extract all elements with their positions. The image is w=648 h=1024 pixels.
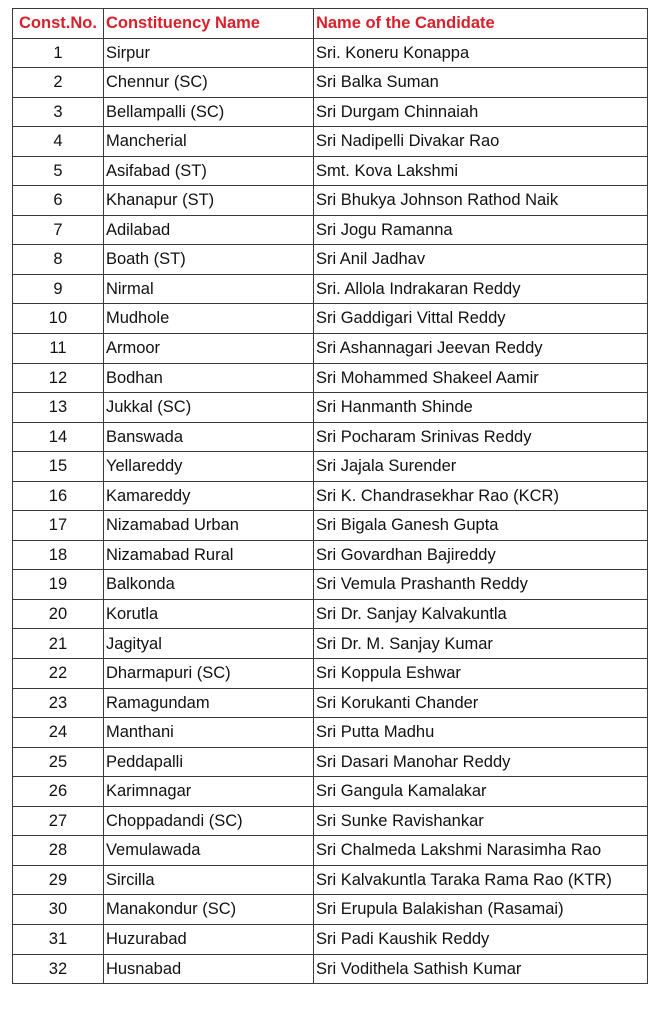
const-no-cell: 24 [13,718,104,748]
header-constituency-name: Constituency Name [103,9,313,39]
table-row [13,156,648,186]
table-row [13,954,648,984]
table-row [13,688,648,718]
const-no-cell: 22 [13,659,104,689]
header-const-no: Const.No. [13,9,104,39]
candidate-cell: Smt. Kova Lakshmi [313,156,647,186]
constituency-cell: Choppadandi (SC) [103,806,313,836]
table-row [13,481,648,511]
const-no-cell: 16 [13,481,104,511]
constituency-cell: Kamareddy [103,481,313,511]
table-row [13,718,648,748]
constituency-cell: Huzurabad [103,924,313,954]
constituency-cell: Husnabad [103,954,313,984]
const-no-cell: 8 [13,245,104,275]
candidate-cell: Sri Gangula Kamalakar [313,777,647,807]
const-no-cell: 23 [13,688,104,718]
constituency-cell: Korutla [103,599,313,629]
candidate-cell: Sri. Allola Indrakaran Reddy [313,274,647,304]
candidate-cell: Sri Bhukya Johnson Rathod Naik [313,186,647,216]
constituency-cell: Balkonda [103,570,313,600]
candidate-cell: Sri Bigala Ganesh Gupta [313,511,647,541]
table-row [13,186,648,216]
const-no-cell: 6 [13,186,104,216]
const-no-cell: 31 [13,924,104,954]
table-row [13,629,648,659]
table-row [13,511,648,541]
table-row [13,97,648,127]
table-row [13,393,648,423]
candidate-cell: Sri K. Chandrasekhar Rao (KCR) [313,481,647,511]
const-no-cell: 32 [13,954,104,984]
table-row [13,452,648,482]
candidate-cell: Sri Jogu Ramanna [313,215,647,245]
table-row [13,836,648,866]
constituency-cell: Vemulawada [103,836,313,866]
constituency-cell: Mudhole [103,304,313,334]
constituency-cell: Sircilla [103,865,313,895]
candidate-cell: Sri Dr. M. Sanjay Kumar [313,629,647,659]
table-row [13,68,648,98]
const-no-cell: 12 [13,363,104,393]
candidate-cell: Sri Sunke Ravishankar [313,806,647,836]
candidate-cell: Sri Dr. Sanjay Kalvakuntla [313,599,647,629]
candidate-cell: Sri Dasari Manohar Reddy [313,747,647,777]
candidate-cell: Sri Putta Madhu [313,718,647,748]
table-row [13,215,648,245]
candidate-cell: Sri Balka Suman [313,68,647,98]
constituency-cell: Nizamabad Urban [103,511,313,541]
const-no-cell: 7 [13,215,104,245]
const-no-cell: 29 [13,865,104,895]
constituency-cell: Armoor [103,334,313,364]
table-row [13,304,648,334]
const-no-cell: 9 [13,274,104,304]
const-no-cell: 28 [13,836,104,866]
header-row [13,9,648,39]
constituency-cell: Peddapalli [103,747,313,777]
candidate-cell: Sri Erupula Balakishan (Rasamai) [313,895,647,925]
const-no-cell: 20 [13,599,104,629]
const-no-cell: 4 [13,127,104,157]
constituency-cell: Ramagundam [103,688,313,718]
table-row [13,38,648,68]
const-no-cell: 21 [13,629,104,659]
const-no-cell: 26 [13,777,104,807]
constituency-cell: Boath (ST) [103,245,313,275]
candidate-cell: Sri Pocharam Srinivas Reddy [313,422,647,452]
constituency-cell: Nizamabad Rural [103,540,313,570]
candidate-cell: Sri Govardhan Bajireddy [313,540,647,570]
candidate-cell: Sri Kalvakuntla Taraka Rama Rao (KTR) [313,865,647,895]
constituency-cell: Asifabad (ST) [103,156,313,186]
table-body [13,38,648,984]
const-no-cell: 19 [13,570,104,600]
candidate-cell: Sri Anil Jadhav [313,245,647,275]
candidate-cell: Sri. Koneru Konappa [313,38,647,68]
constituency-cell: Nirmal [103,274,313,304]
constituency-cell: Adilabad [103,215,313,245]
constituency-cell: Khanapur (ST) [103,186,313,216]
candidate-cell: Sri Padi Kaushik Reddy [313,924,647,954]
const-no-cell: 18 [13,540,104,570]
constituency-cell: Bodhan [103,363,313,393]
table-row [13,895,648,925]
candidate-cell: Sri Jajala Surender [313,452,647,482]
constituency-cell: Manthani [103,718,313,748]
constituency-cell: Jagityal [103,629,313,659]
constituency-cell: Mancherial [103,127,313,157]
const-no-cell: 3 [13,97,104,127]
const-no-cell: 2 [13,68,104,98]
candidate-cell: Sri Koppula Eshwar [313,659,647,689]
candidate-cell: Sri Gaddigari Vittal Reddy [313,304,647,334]
candidate-cell: Sri Vodithela Sathish Kumar [313,954,647,984]
candidate-cell: Sri Korukanti Chander [313,688,647,718]
table-row [13,599,648,629]
table-row [13,806,648,836]
const-no-cell: 5 [13,156,104,186]
candidate-cell: Sri Nadipelli Divakar Rao [313,127,647,157]
table-row [13,127,648,157]
header-candidate-name: Name of the Candidate [313,9,647,39]
const-no-cell: 30 [13,895,104,925]
const-no-cell: 11 [13,334,104,364]
table-row [13,422,648,452]
table-row [13,245,648,275]
candidate-cell: Sri Durgam Chinnaiah [313,97,647,127]
const-no-cell: 13 [13,393,104,423]
const-no-cell: 25 [13,747,104,777]
table-row [13,659,648,689]
table-row [13,540,648,570]
constituency-cell: Banswada [103,422,313,452]
const-no-cell: 1 [13,38,104,68]
const-no-cell: 15 [13,452,104,482]
constituency-cell: Dharmapuri (SC) [103,659,313,689]
table-row [13,747,648,777]
const-no-cell: 10 [13,304,104,334]
candidate-cell: Sri Hanmanth Shinde [313,393,647,423]
const-no-cell: 27 [13,806,104,836]
const-no-cell: 14 [13,422,104,452]
constituency-cell: Manakondur (SC) [103,895,313,925]
table-row [13,924,648,954]
table-row [13,274,648,304]
constituency-cell: Yellareddy [103,452,313,482]
table-row [13,570,648,600]
constituency-cell: Sirpur [103,38,313,68]
table-row [13,334,648,364]
candidate-cell: Sri Vemula Prashanth Reddy [313,570,647,600]
constituency-cell: Bellampalli (SC) [103,97,313,127]
table-row [13,777,648,807]
candidate-table [12,8,648,984]
constituency-cell: Chennur (SC) [103,68,313,98]
table-row [13,865,648,895]
candidate-cell: Sri Ashannagari Jeevan Reddy [313,334,647,364]
const-no-cell: 17 [13,511,104,541]
candidate-cell: Sri Chalmeda Lakshmi Narasimha Rao [313,836,647,866]
constituency-cell: Jukkal (SC) [103,393,313,423]
table-row [13,363,648,393]
constituency-cell: Karimnagar [103,777,313,807]
candidate-cell: Sri Mohammed Shakeel Aamir [313,363,647,393]
